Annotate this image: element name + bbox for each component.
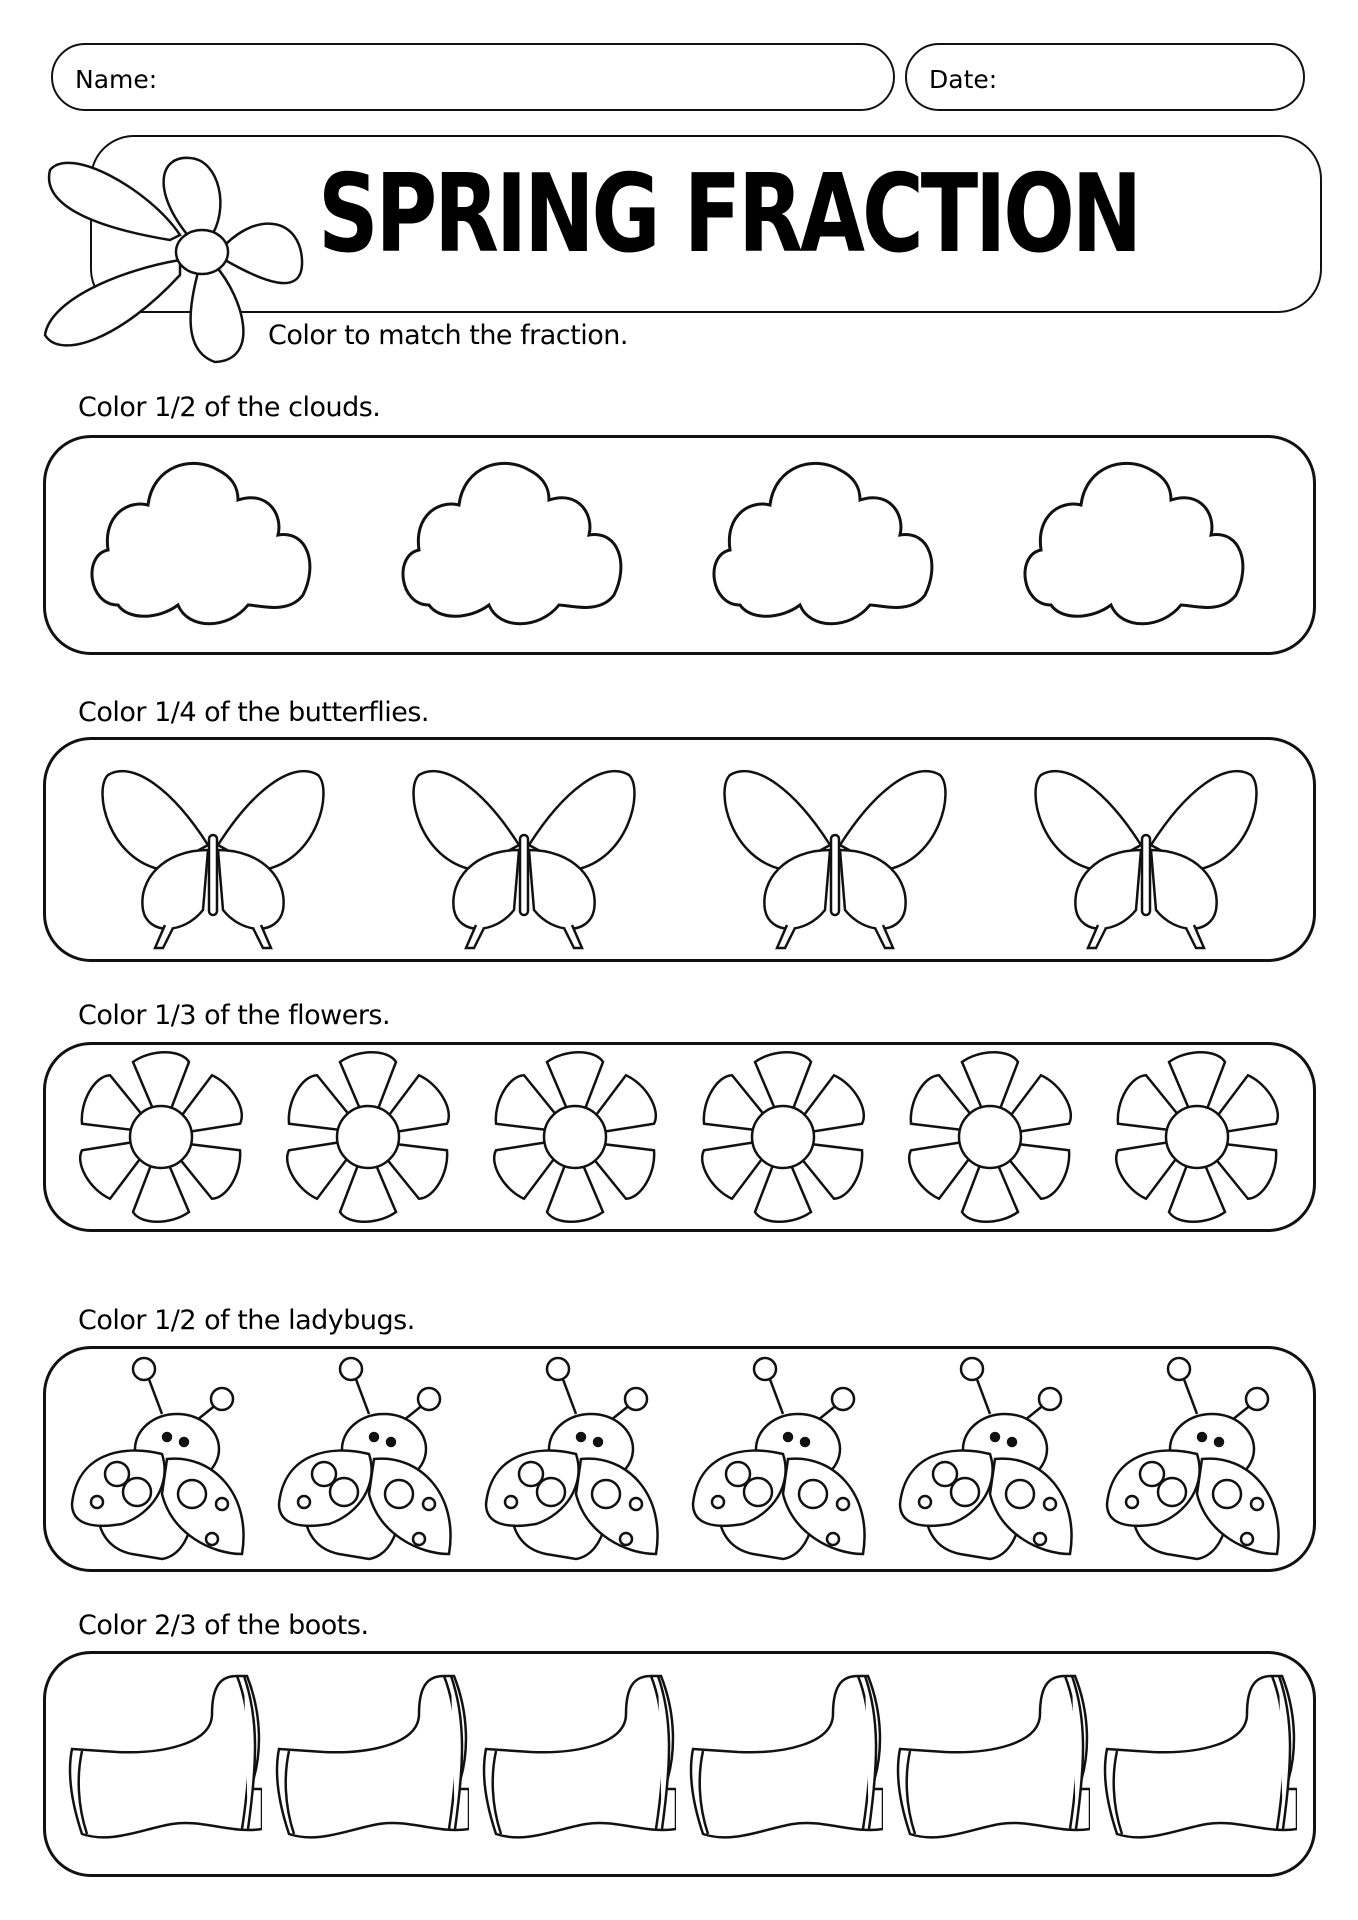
- ladybug-icon[interactable]: [1097, 1354, 1297, 1564]
- boot-icon[interactable]: [62, 1674, 262, 1854]
- cloud-icon[interactable]: [1011, 455, 1281, 635]
- butterfly-icon[interactable]: [715, 750, 955, 950]
- ladybug-icon[interactable]: [890, 1354, 1090, 1564]
- boot-icon[interactable]: [269, 1674, 469, 1854]
- ladybug-icon[interactable]: [269, 1354, 469, 1564]
- date-field[interactable]: [905, 43, 1305, 111]
- boot-icon[interactable]: [890, 1674, 1090, 1854]
- section-label-ladybugs: Color 1/2 of the ladybugs.: [78, 1305, 415, 1336]
- date-label: Date:: [929, 65, 998, 94]
- flower-icon[interactable]: [1105, 1047, 1290, 1227]
- butterflies-box: [43, 737, 1316, 962]
- flower-icon[interactable]: [898, 1047, 1083, 1227]
- flower-icon[interactable]: [276, 1047, 461, 1227]
- butterfly-icon[interactable]: [1026, 750, 1266, 950]
- flower-icon[interactable]: [483, 1047, 668, 1227]
- butterfly-icon[interactable]: [404, 750, 644, 950]
- cloud-icon[interactable]: [389, 455, 659, 635]
- boot-icon[interactable]: [1097, 1674, 1297, 1854]
- section-label-clouds: Color 1/2 of the clouds.: [78, 392, 381, 423]
- section-label-boots: Color 2/3 of the boots.: [78, 1610, 369, 1641]
- clouds-box: [43, 435, 1316, 655]
- cloud-icon[interactable]: [78, 455, 348, 635]
- boots-box: [43, 1651, 1316, 1877]
- boot-icon[interactable]: [683, 1674, 883, 1854]
- name-field[interactable]: [51, 43, 895, 111]
- name-label: Name:: [75, 65, 158, 94]
- flowers-box: [43, 1042, 1316, 1232]
- ladybugs-box: [43, 1346, 1316, 1572]
- cloud-icon[interactable]: [700, 455, 970, 635]
- boot-icon[interactable]: [476, 1674, 676, 1854]
- flower-icon[interactable]: [69, 1047, 254, 1227]
- section-label-butterflies: Color 1/4 of the butterflies.: [78, 697, 430, 728]
- ladybug-icon[interactable]: [476, 1354, 676, 1564]
- ladybug-icon[interactable]: [62, 1354, 262, 1564]
- butterfly-icon[interactable]: [93, 750, 333, 950]
- page-title: SPRING FRACTION: [318, 152, 1140, 277]
- flower-icon[interactable]: [691, 1047, 876, 1227]
- section-label-flowers: Color 1/3 of the flowers.: [78, 1000, 391, 1031]
- ladybug-icon[interactable]: [683, 1354, 883, 1564]
- subtitle: Color to match the fraction.: [268, 320, 628, 351]
